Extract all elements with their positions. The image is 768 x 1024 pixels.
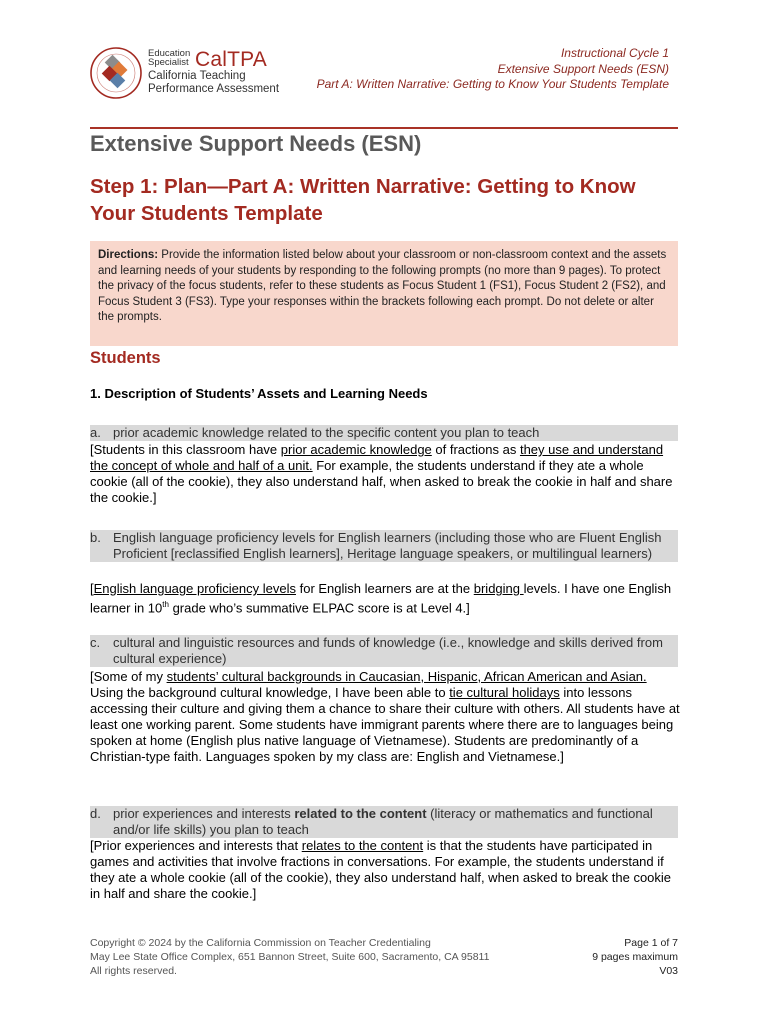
response-superscript: th xyxy=(162,600,169,609)
prompt-text: prior academic knowledge related to the specific content you plan to teach xyxy=(113,425,540,440)
caltpa-seal-icon xyxy=(90,44,146,102)
footer-copyright xyxy=(90,936,489,978)
logo-line-education: Education xyxy=(148,48,191,59)
prompt-text: cultural and linguistic resources and funds of knowledge (i.e., knowledge and skills derived from cultural experience) xyxy=(113,635,663,666)
prompt-b xyxy=(90,530,678,562)
response-text: grade who’s summative ELPAC score is at Level 4.] xyxy=(168,600,470,616)
response-d[interactable] xyxy=(90,838,680,902)
logo-brand: CalTPA xyxy=(195,48,267,71)
response-b[interactable] xyxy=(90,581,680,616)
prompt-d xyxy=(90,806,678,838)
footer-address: May Lee State Office Complex, 651 Bannon Street, Suite 600, Sacramento, CA 95811 xyxy=(90,951,490,963)
logo-line-specialist: Specialist xyxy=(148,57,189,68)
prompt-letter: c. xyxy=(90,635,101,650)
response-underline: students’ cultural backgrounds in Caucasian, Hispanic, African American and Asian. xyxy=(166,669,647,684)
footer-page-info xyxy=(592,936,678,978)
response-underline: bridging xyxy=(473,581,524,596)
response-underline: they use and understand the concept of whole and half of a unit. xyxy=(90,442,664,473)
response-underline: relates to the content xyxy=(301,838,424,853)
directions-text: Provide the information listed below about your classroom or non-classroom context and the assets and learning needs of your students by responding to the following prompts (no more than 9 pages). To protect the privacy of the focus students, refer to these students as Focus Student 1 (FS1), Focus Student 2 (FS2), and Focus Student 3 (FS3). Type your responses within the brackets following each prompt. Do not delete or alter the prompts. xyxy=(98,249,667,323)
step-title: Step 1: Plan—Part A: Written Narrative: Getting to Know Your Students Template xyxy=(90,175,636,225)
directions-box xyxy=(90,241,678,346)
prompt-text-bold: related to the content xyxy=(294,806,427,821)
response-text: of fractions as xyxy=(431,442,520,457)
caltpa-logo xyxy=(90,44,290,102)
prompt-letter: a. xyxy=(90,425,101,440)
header-part: Part A: Written Narrative: Getting to Know Your Students Template xyxy=(316,77,669,91)
footer-copyright-line: Copyright © 2024 by the California Commission on Teacher Credentialing xyxy=(90,937,431,949)
response-text: is that the students have participated in games and activities that involve fractions in conversations. For example, the students understand if they ate a whole cookie (all of the cookie), they also understand half, when asked to break the cookie in half and share the cookie.] xyxy=(90,838,672,901)
response-text: [Some of my xyxy=(90,669,167,684)
response-text: levels. I have one English learner in 10 xyxy=(90,581,672,616)
logo-sub-line2: Performance Assessment xyxy=(148,82,280,95)
response-text: Using the background cultural knowledge, I have been able to xyxy=(90,685,450,700)
response-text: For example, the students understand if they ate a whole cookie (all of the cookie), they also understand half, when asked to break the cookie in half and share the cookie.] xyxy=(90,458,673,505)
response-text: [ xyxy=(90,581,94,596)
prompt-a xyxy=(90,425,678,441)
prompt-c xyxy=(90,635,678,667)
page-number: Page 1 of 7 xyxy=(624,937,678,949)
prompt-text-part: (literacy or mathematics and functional and/or life skills) you plan to teach xyxy=(113,806,653,837)
response-a[interactable] xyxy=(90,442,680,506)
question-heading: 1. Description of Students’ Assets and Learning Needs xyxy=(90,386,428,401)
page-limit: 9 pages maximum xyxy=(592,951,678,963)
document-title: Extensive Support Needs (ESN) xyxy=(90,131,422,156)
prompt-text: English language proficiency levels for English learners (including those who are Fluent English Proficient [reclassified English learners], Heritage language speakers, or multilingual learners) xyxy=(113,530,662,561)
running-header xyxy=(317,46,669,93)
header-program: Extensive Support Needs (ESN) xyxy=(497,61,669,76)
footer-rights: All rights reserved. xyxy=(90,965,177,977)
version-label: V03 xyxy=(659,965,678,977)
prompt-text xyxy=(113,806,678,838)
logo-sub-line1: California Teaching xyxy=(148,70,246,82)
prompt-letter: b. xyxy=(90,530,101,545)
logo-subtitle xyxy=(148,70,279,95)
response-underline: prior academic knowledge xyxy=(280,442,432,457)
response-c[interactable] xyxy=(90,669,680,765)
logo-text-top xyxy=(148,49,190,67)
section-heading-students: Students xyxy=(90,349,161,367)
header-rule xyxy=(90,127,678,129)
response-underline: tie cultural holidays xyxy=(449,685,560,700)
header-cycle: Instructional Cycle 1 xyxy=(560,46,669,60)
response-text: [Students in this classroom have xyxy=(90,442,281,457)
prompt-letter: d. xyxy=(90,806,101,821)
response-underline: English language proficiency levels xyxy=(93,581,296,596)
prompt-text-part: prior experiences and interests xyxy=(113,806,295,821)
directions-label: Directions: xyxy=(98,249,159,261)
response-text: for English learners are at the xyxy=(295,581,474,596)
response-text: [Prior experiences and interests that xyxy=(90,838,302,853)
response-text: into lessons accessing their culture and giving them a chance to share their culture with others. All students have at least one working parent. Some students have immigrant parents where there are to languages being spoken at home (English plus native language of Vietnamese). Students are predominantly of a Christian-type faith. Languages spoken by my class are: English and Vietnamese.] xyxy=(90,685,680,764)
